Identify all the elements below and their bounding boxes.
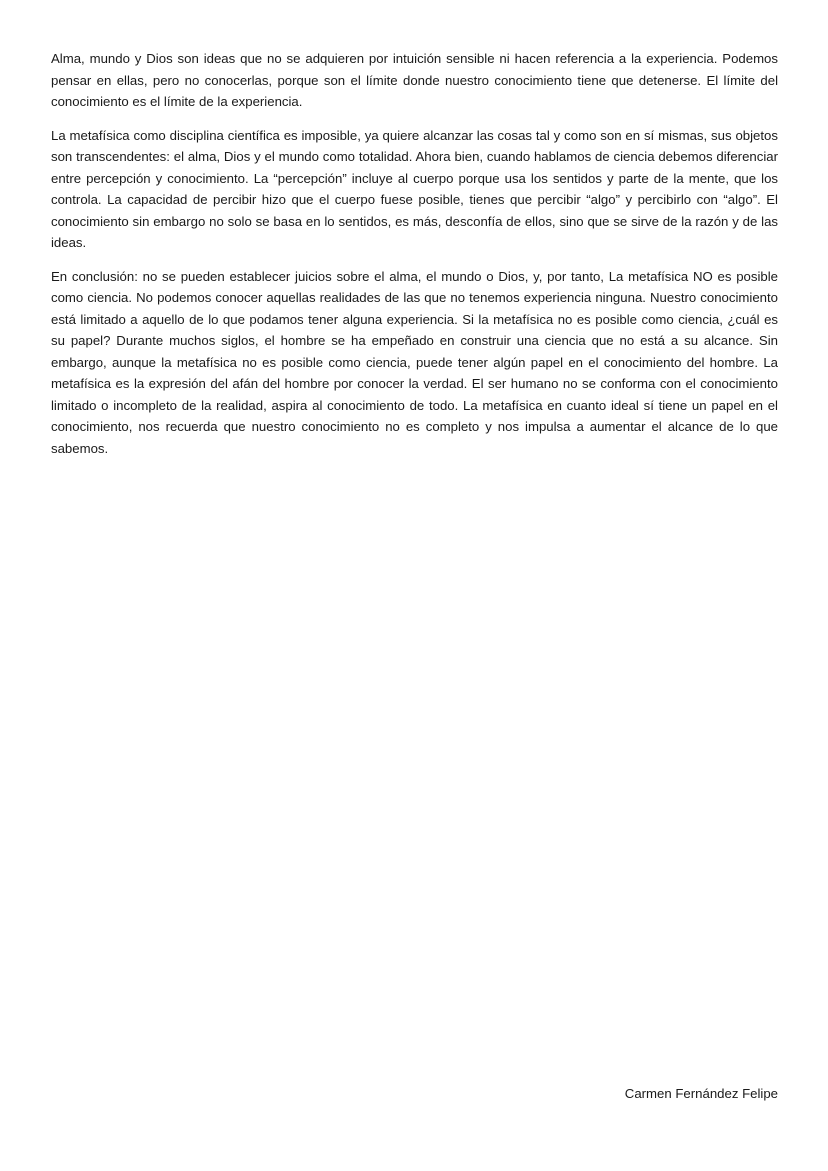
author-signature: Carmen Fernández Felipe <box>624 1086 778 1101</box>
paragraph-conclusion: En conclusión: no se pueden establecer juicios sobre el alma, el mundo o Dios, y, por tanto, La metafísica NO es posible como ciencia. No podemos conocer aquellas realidades de las que no tenemos experiencia ninguna. Nuestro conocimiento está limitado a aquello de lo que podamos tener alguna experiencia. Si la metafísica no es posible como ciencia, ¿cuál es su papel? Durante muchos siglos, el hombre se ha empeñado en construir una ciencia que no está a su alcance. Sin embargo, aunque la metafísica no es posible como ciencia, puede tener algún papel en el conocimiento del hombre. La metafísica es la expresión del afán del hombre por conocer la verdad. El ser humano no se conforma con el conocimiento limitado o incompleto de la realidad, aspira al conocimiento de todo. La metafísica en cuanto ideal sí tiene un papel en el conocimiento, nos recuerda que nuestro conocimiento no es completo y nos impulsa a aumentar el alcance de lo que sabemos. <box>51 268 778 456</box>
document-body <box>51 48 778 471</box>
paragraph-metaphysics: La metafísica como disciplina científica es imposible, ya quiere alcanzar las cosas tal y como son en sí mismas, sus objetos son transcendentes: el alma, Dios y el mundo como totalidad. Ahora bien, cuando hablamos de ciencia debemos diferenciar entre percepción y conocimiento. La “percepción” incluye al cuerpo porque usa los sentidos y parte de la mente, que los controla. La capacidad de percibir hizo que el cuerpo fuese posible, tienes que percibir “algo” y percibirlo con “algo”. El conocimiento sin embargo no solo se basa en lo sentidos, es más, desconfía de ellos, sino que se sirve de la razón y de las ideas. <box>51 127 778 250</box>
paragraph-intro: Alma, mundo y Dios son ideas que no se adquieren por intuición sensible ni hacen referencia a la experiencia. Podemos pensar en ellas, pero no conocerlas, porque son el límite donde nuestro conocimiento tiene que detenerse. El límite del conocimiento es el límite de la experiencia. <box>51 51 778 109</box>
